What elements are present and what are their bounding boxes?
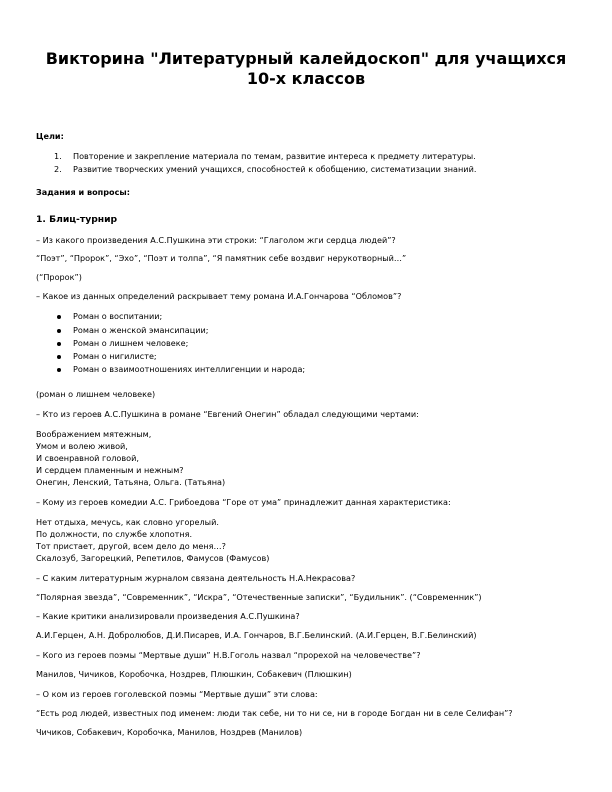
question-6-answer: А.И.Герцен, А.Н. Добролюбов, Д.И.Писарев, И.А. Гончаров, В.Г.Белинский. (А.И.Герцен, В.Г.Белинский) [36, 630, 477, 640]
question-2: – Какое из данных определений раскрывает тему романа И.А.Гончарова “Обломов”? [36, 291, 402, 301]
question-5-answer: “Полярная звезда”, “Современник”, “Искра”, “Отечественные записки”, “Будильник”. (“Современник”) [36, 592, 482, 602]
verse-line: Воображением мятежным, [36, 429, 152, 439]
question-7-answer: Манилов, Чичиков, Коробочка, Ноздрев, Плюшкин, Собакевич (Плюшкин) [36, 669, 352, 679]
option-item: Роман о нигилисте; [73, 351, 157, 361]
bullet-icon [57, 368, 61, 372]
option-item: Роман о лишнем человеке; [73, 338, 189, 348]
title-line-2: 10-х классов [246, 69, 366, 88]
bullet-icon [57, 355, 61, 359]
document-title [20, 49, 592, 89]
title-line-1: Викторина "Литературный калейдоскоп" для учащихся [45, 49, 567, 68]
goals-heading: Цели: [36, 131, 64, 141]
option-item: Роман о воспитании; [73, 311, 163, 321]
verse-line: Тот пристает, другой, всем дело до меня…? [36, 541, 226, 551]
question-1-answer: (“Пророк”) [36, 272, 82, 282]
verse-line: Умом и волею живой, [36, 441, 128, 451]
option-item: Роман о взаимоотношениях интеллигенции и народа; [73, 364, 306, 374]
question-4-answer: Скалозуб, Загорецкий, Репетилов, Фамусов (Фамусов) [36, 553, 270, 563]
question-3-answer: Онегин, Ленский, Татьяна, Ольга. (Татьяна) [36, 477, 226, 487]
question-8: – О ком из героев гоголевской поэмы “Мертвые души” эти слова: [36, 689, 318, 699]
bullet-icon [57, 342, 61, 346]
question-6: – Какие критики анализировали произведения А.С.Пушкина? [36, 611, 300, 621]
question-4: – Кому из героев комедии А.С. Грибоедова “Горе от ума” принадлежит данная характеристика: [36, 497, 451, 507]
question-1: – Из какого произведения А.С.Пушкина эти строки: “Глаголом жги сердца людей”? [36, 235, 396, 245]
goal-number-1: 1. [54, 151, 62, 161]
question-2-answer: (роман о лишнем человеке) [36, 389, 156, 399]
verse-line: И своенравной головой, [36, 453, 139, 463]
question-8-quote: “Есть род людей, известных под именем: люди так себе, ни то ни се, ни в городе Богдан ни в селе Селифан”? [36, 708, 513, 718]
goal-item-2: Развитие творческих умений учащихся, способностей к обобщению, систематизации знаний. [73, 164, 477, 174]
question-3: – Кто из героев А.С.Пушкина в романе “Евгений Онегин” обладал следующими чертами: [36, 409, 419, 419]
bullet-icon [57, 329, 61, 333]
tasks-heading: Задания и вопросы: [36, 187, 130, 197]
question-1-options: “Поэт”, “Пророк”, “Эхо”, “Поэт и толпа”, “Я памятник себе воздвиг нерукотворный…” [36, 253, 407, 263]
bullet-icon [57, 315, 61, 319]
section-heading-blitz: 1. Блиц-турнир [36, 214, 118, 225]
goal-number-2: 2. [54, 164, 62, 174]
verse-line: По должности, по службе хлопотня. [36, 529, 193, 539]
verse-line: И сердцем пламенным и нежным? [36, 465, 184, 475]
question-7: – Кого из героев поэмы “Мертвые души” Н.В.Гоголь назвал “прорехой на человечестве”? [36, 650, 421, 660]
question-8-answer: Чичиков, Собакевич, Коробочка, Манилов, Ноздрев (Манилов) [36, 727, 303, 737]
question-5: – С каким литературным журналом связана деятельность Н.А.Некрасова? [36, 573, 356, 583]
goal-item-1: Повторение и закрепление материала по темам, развитие интереса к предмету литературы. [73, 151, 476, 161]
option-item: Роман о женской эмансипации; [73, 325, 209, 335]
verse-line: Нет отдыха, мечусь, как словно угорелый. [36, 517, 219, 527]
